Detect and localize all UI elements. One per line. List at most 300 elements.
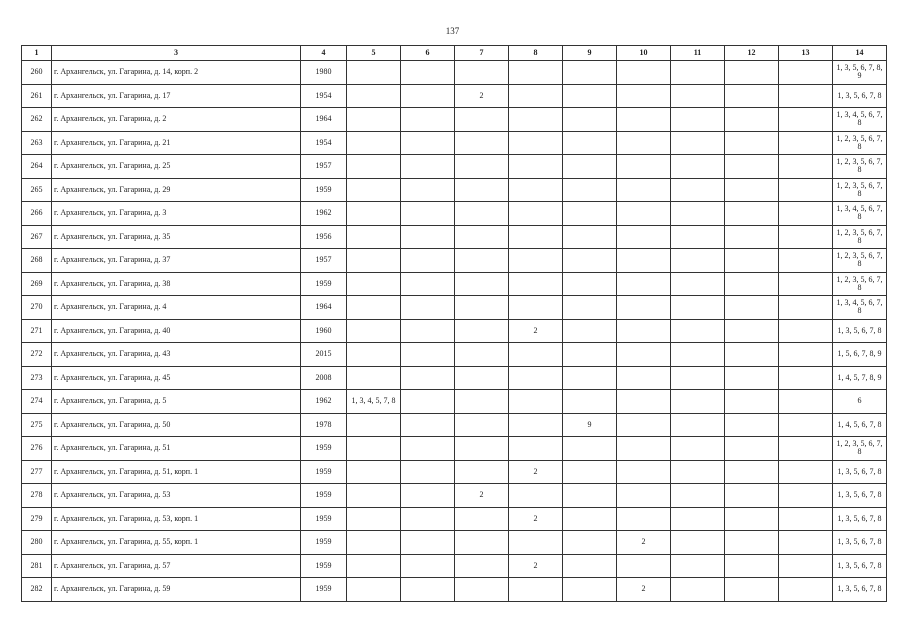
table-row: [22, 61, 887, 85]
table-cell: [779, 343, 833, 367]
address-cell: г. Архангельск, ул. Гагарина, д. 25: [52, 155, 301, 179]
table-cell: [455, 460, 509, 484]
table-cell: [347, 507, 401, 531]
address-cell: г. Архангельск, ул. Гагарина, д. 59: [52, 578, 301, 602]
table-cell: [617, 390, 671, 414]
row-number-cell: 275: [22, 413, 52, 437]
table-cell: [671, 531, 725, 555]
table-cell: [347, 108, 401, 132]
table-cell: [725, 84, 779, 108]
table-cell: [779, 249, 833, 273]
table-cell: [401, 272, 455, 296]
year-cell: 1954: [301, 84, 347, 108]
table-cell: [563, 554, 617, 578]
table-cell: [779, 460, 833, 484]
table-cell: [509, 131, 563, 155]
table-cell: 2: [455, 84, 509, 108]
row-number-cell: 261: [22, 84, 52, 108]
table-cell: [347, 131, 401, 155]
table-cell: [401, 155, 455, 179]
table-cell: [509, 437, 563, 461]
table-cell: [401, 437, 455, 461]
table-cell: 1, 3, 5, 6, 7, 8: [833, 507, 887, 531]
table-cell: [779, 272, 833, 296]
table-cell: [509, 296, 563, 320]
table-cell: [563, 343, 617, 367]
table-cell: [563, 61, 617, 85]
address-cell: г. Архангельск, ул. Гагарина, д. 5: [52, 390, 301, 414]
row-number-cell: 279: [22, 507, 52, 531]
address-cell: г. Архангельск, ул. Гагарина, д. 14, корп. 2: [52, 61, 301, 85]
address-cell: г. Архангельск, ул. Гагарина, д. 43: [52, 343, 301, 367]
table-cell: [617, 319, 671, 343]
table-cell: 1, 5, 6, 7, 8, 9: [833, 343, 887, 367]
table-cell: [671, 319, 725, 343]
table-cell: [671, 437, 725, 461]
year-cell: 1959: [301, 272, 347, 296]
table-cell: [347, 460, 401, 484]
table-cell: [617, 61, 671, 85]
year-cell: 1959: [301, 531, 347, 555]
table-row: [22, 366, 887, 390]
table-cell: [455, 343, 509, 367]
address-cell: г. Архангельск, ул. Гагарина, д. 21: [52, 131, 301, 155]
table-cell: [455, 272, 509, 296]
table-cell: [779, 61, 833, 85]
row-number-cell: 267: [22, 225, 52, 249]
table-cell: [779, 484, 833, 508]
row-number-cell: 274: [22, 390, 52, 414]
table-cell: [455, 366, 509, 390]
table-cell: [725, 484, 779, 508]
address-cell: г. Архангельск, ул. Гагарина, д. 35: [52, 225, 301, 249]
table-cell: [779, 319, 833, 343]
table-cell: [455, 131, 509, 155]
table-cell: [779, 578, 833, 602]
table-cell: [671, 272, 725, 296]
table-cell: [779, 554, 833, 578]
table-cell: 1, 3, 4, 5, 6, 7, 8: [833, 108, 887, 132]
row-number-cell: 263: [22, 131, 52, 155]
table-cell: 1, 4, 5, 6, 7, 8: [833, 413, 887, 437]
row-number-cell: 277: [22, 460, 52, 484]
table-cell: [617, 460, 671, 484]
table-row: [22, 460, 887, 484]
table-cell: [617, 413, 671, 437]
table-cell: [671, 296, 725, 320]
table-cell: [617, 366, 671, 390]
table-row: [22, 507, 887, 531]
address-cell: г. Архангельск, ул. Гагарина, д. 4: [52, 296, 301, 320]
row-number-cell: 270: [22, 296, 52, 320]
table-cell: [671, 578, 725, 602]
table-cell: [509, 178, 563, 202]
table-cell: [347, 84, 401, 108]
table-cell: [725, 413, 779, 437]
row-number-cell: 273: [22, 366, 52, 390]
table-cell: [347, 531, 401, 555]
table-cell: [455, 108, 509, 132]
table-cell: [563, 84, 617, 108]
table-cell: [779, 366, 833, 390]
table-cell: [401, 225, 455, 249]
column-header: 13: [779, 46, 833, 61]
year-cell: 1954: [301, 131, 347, 155]
table-cell: [725, 131, 779, 155]
table-cell: [725, 343, 779, 367]
table-cell: [617, 84, 671, 108]
table-cell: [779, 531, 833, 555]
table-cell: [563, 155, 617, 179]
table-cell: [347, 554, 401, 578]
table-cell: [401, 460, 455, 484]
table-cell: [563, 272, 617, 296]
address-cell: г. Архангельск, ул. Гагарина, д. 40: [52, 319, 301, 343]
table-cell: 1, 3, 5, 6, 7, 8, 9: [833, 61, 887, 85]
table-cell: [779, 225, 833, 249]
table-cell: 1, 2, 3, 5, 6, 7, 8: [833, 272, 887, 296]
table-cell: [455, 413, 509, 437]
table-cell: [401, 390, 455, 414]
table-cell: [347, 319, 401, 343]
column-header: 8: [509, 46, 563, 61]
table-cell: [617, 108, 671, 132]
table-cell: [671, 460, 725, 484]
table-cell: [563, 390, 617, 414]
table-cell: [725, 319, 779, 343]
table-cell: [725, 178, 779, 202]
row-number-cell: 271: [22, 319, 52, 343]
table-cell: [725, 108, 779, 132]
column-header: 3: [52, 46, 301, 61]
table-cell: [779, 202, 833, 226]
table-row: [22, 390, 887, 414]
column-header: 9: [563, 46, 617, 61]
table-cell: [347, 225, 401, 249]
table-cell: [671, 178, 725, 202]
table-cell: 1, 3, 5, 6, 7, 8: [833, 460, 887, 484]
table-cell: [509, 272, 563, 296]
table-row: [22, 484, 887, 508]
table-cell: [671, 366, 725, 390]
address-cell: г. Архангельск, ул. Гагарина, д. 2: [52, 108, 301, 132]
table-cell: [563, 202, 617, 226]
table-cell: 1, 3, 5, 6, 7, 8: [833, 578, 887, 602]
table-cell: [563, 437, 617, 461]
address-cell: г. Архангельск, ул. Гагарина, д. 55, корп. 1: [52, 531, 301, 555]
table-cell: [725, 61, 779, 85]
table-cell: [509, 225, 563, 249]
table-row: [22, 202, 887, 226]
address-cell: г. Архангельск, ул. Гагарина, д. 29: [52, 178, 301, 202]
table-cell: [509, 390, 563, 414]
column-header: 12: [725, 46, 779, 61]
table-cell: [455, 249, 509, 273]
table-cell: [347, 343, 401, 367]
table-cell: [617, 507, 671, 531]
table-cell: [779, 437, 833, 461]
year-cell: 1964: [301, 296, 347, 320]
table-cell: [671, 131, 725, 155]
table-cell: [455, 531, 509, 555]
table-cell: [509, 531, 563, 555]
column-header: 10: [617, 46, 671, 61]
table-cell: 9: [563, 413, 617, 437]
table-cell: [455, 61, 509, 85]
table-cell: 1, 3, 4, 5, 6, 7, 8: [833, 202, 887, 226]
table-row: [22, 296, 887, 320]
table-cell: [725, 554, 779, 578]
table-cell: [671, 343, 725, 367]
address-cell: г. Архангельск, ул. Гагарина, д. 51: [52, 437, 301, 461]
year-cell: 1964: [301, 108, 347, 132]
table-cell: [401, 178, 455, 202]
table-cell: [671, 554, 725, 578]
table-cell: 2: [509, 460, 563, 484]
year-cell: 1957: [301, 155, 347, 179]
row-number-cell: 281: [22, 554, 52, 578]
table-cell: [563, 178, 617, 202]
year-cell: 1959: [301, 578, 347, 602]
table-cell: [401, 202, 455, 226]
table-cell: [509, 366, 563, 390]
table-cell: [617, 249, 671, 273]
table-cell: [509, 61, 563, 85]
table-cell: [617, 225, 671, 249]
table-cell: [779, 178, 833, 202]
table-cell: [671, 202, 725, 226]
address-cell: г. Архангельск, ул. Гагарина, д. 38: [52, 272, 301, 296]
table-cell: [617, 272, 671, 296]
table-cell: [725, 366, 779, 390]
table-cell: [347, 178, 401, 202]
year-cell: 1959: [301, 507, 347, 531]
table-cell: [509, 343, 563, 367]
address-cell: г. Архангельск, ул. Гагарина, д. 57: [52, 554, 301, 578]
year-cell: 1962: [301, 390, 347, 414]
table-cell: [617, 178, 671, 202]
table-cell: [347, 61, 401, 85]
table-cell: [671, 390, 725, 414]
table-row: [22, 437, 887, 461]
table-cell: [455, 507, 509, 531]
table-cell: [671, 249, 725, 273]
table-cell: 1, 2, 3, 5, 6, 7, 8: [833, 437, 887, 461]
table-cell: [725, 460, 779, 484]
table-cell: [509, 202, 563, 226]
table-cell: [455, 225, 509, 249]
address-cell: г. Архангельск, ул. Гагарина, д. 3: [52, 202, 301, 226]
table-cell: [509, 108, 563, 132]
table-cell: [509, 578, 563, 602]
table-cell: [509, 413, 563, 437]
table-cell: [725, 249, 779, 273]
table-cell: [563, 578, 617, 602]
column-header: 1: [22, 46, 52, 61]
table-cell: 1, 3, 5, 6, 7, 8: [833, 84, 887, 108]
table-cell: [779, 108, 833, 132]
table-cell: [617, 296, 671, 320]
table-cell: [725, 437, 779, 461]
row-number-cell: 276: [22, 437, 52, 461]
address-cell: г. Архангельск, ул. Гагарина, д. 17: [52, 84, 301, 108]
address-cell: г. Архангельск, ул. Гагарина, д. 50: [52, 413, 301, 437]
table-cell: 2: [509, 319, 563, 343]
row-number-cell: 262: [22, 108, 52, 132]
column-header: 4: [301, 46, 347, 61]
table-row: [22, 249, 887, 273]
year-cell: 1960: [301, 319, 347, 343]
table-cell: [779, 296, 833, 320]
table-cell: [509, 484, 563, 508]
year-cell: 1959: [301, 554, 347, 578]
row-number-cell: 280: [22, 531, 52, 555]
table-cell: [455, 155, 509, 179]
table-row: [22, 155, 887, 179]
table-cell: [563, 484, 617, 508]
table-cell: [617, 202, 671, 226]
table-cell: [401, 84, 455, 108]
row-number-cell: 282: [22, 578, 52, 602]
table-cell: [401, 484, 455, 508]
table-row: [22, 272, 887, 296]
table-cell: 1, 2, 3, 5, 6, 7, 8: [833, 155, 887, 179]
column-header: 5: [347, 46, 401, 61]
table-cell: [617, 484, 671, 508]
table-cell: [671, 84, 725, 108]
table-cell: [563, 131, 617, 155]
table-cell: [401, 507, 455, 531]
table-cell: [347, 484, 401, 508]
table-cell: [563, 366, 617, 390]
address-cell: г. Архангельск, ул. Гагарина, д. 45: [52, 366, 301, 390]
table-cell: [347, 202, 401, 226]
table-cell: [455, 296, 509, 320]
table-cell: [509, 84, 563, 108]
table-cell: [401, 578, 455, 602]
column-header: 11: [671, 46, 725, 61]
table-cell: [563, 296, 617, 320]
year-cell: 1956: [301, 225, 347, 249]
table-cell: 1, 3, 5, 6, 7, 8: [833, 484, 887, 508]
table-cell: [779, 155, 833, 179]
row-number-cell: 268: [22, 249, 52, 273]
table-cell: [401, 554, 455, 578]
table-cell: [779, 413, 833, 437]
header-row: [22, 46, 887, 61]
table-cell: 2: [509, 554, 563, 578]
table-cell: [671, 61, 725, 85]
table-cell: 1, 2, 3, 5, 6, 7, 8: [833, 178, 887, 202]
table-cell: [509, 249, 563, 273]
column-header: 14: [833, 46, 887, 61]
year-cell: 1957: [301, 249, 347, 273]
table-cell: [455, 578, 509, 602]
table-cell: [671, 484, 725, 508]
table-cell: [725, 225, 779, 249]
table-cell: [779, 131, 833, 155]
address-cell: г. Архангельск, ул. Гагарина, д. 53, корп. 1: [52, 507, 301, 531]
table-cell: [725, 202, 779, 226]
table-cell: [347, 366, 401, 390]
table-cell: [455, 554, 509, 578]
table-row: [22, 84, 887, 108]
year-cell: 1978: [301, 413, 347, 437]
row-number-cell: 260: [22, 61, 52, 85]
table-cell: [725, 296, 779, 320]
table-cell: [563, 507, 617, 531]
table-cell: [563, 460, 617, 484]
table-cell: [617, 343, 671, 367]
table-cell: [347, 249, 401, 273]
table-cell: [617, 554, 671, 578]
table-cell: 1, 3, 5, 6, 7, 8: [833, 531, 887, 555]
table-cell: [347, 437, 401, 461]
table-cell: 1, 3, 5, 6, 7, 8: [833, 319, 887, 343]
table-cell: 1, 2, 3, 5, 6, 7, 8: [833, 131, 887, 155]
table-cell: [401, 249, 455, 273]
table-cell: [401, 319, 455, 343]
table-cell: [725, 390, 779, 414]
table-cell: [671, 507, 725, 531]
table-row: [22, 178, 887, 202]
table-row: [22, 413, 887, 437]
table-row: [22, 554, 887, 578]
table-cell: [779, 84, 833, 108]
table-cell: [617, 437, 671, 461]
table-cell: [401, 61, 455, 85]
year-cell: 1980: [301, 61, 347, 85]
year-cell: 1959: [301, 437, 347, 461]
table-row: [22, 578, 887, 602]
table-cell: 2: [617, 531, 671, 555]
address-cell: г. Архангельск, ул. Гагарина, д. 37: [52, 249, 301, 273]
table-cell: 1, 4, 5, 7, 8, 9: [833, 366, 887, 390]
table-cell: [563, 108, 617, 132]
year-cell: 1959: [301, 460, 347, 484]
table-cell: [347, 296, 401, 320]
table-cell: [779, 390, 833, 414]
table-cell: [725, 507, 779, 531]
table-cell: [455, 319, 509, 343]
table-cell: 2: [509, 507, 563, 531]
row-number-cell: 264: [22, 155, 52, 179]
table-cell: [617, 131, 671, 155]
table-cell: [563, 531, 617, 555]
table-cell: [725, 531, 779, 555]
year-cell: 2015: [301, 343, 347, 367]
year-cell: 1959: [301, 484, 347, 508]
table-cell: [725, 578, 779, 602]
table-cell: [347, 272, 401, 296]
table-cell: 1, 3, 4, 5, 6, 7, 8: [833, 296, 887, 320]
column-header: 6: [401, 46, 455, 61]
table-cell: [401, 296, 455, 320]
table-cell: [725, 272, 779, 296]
year-cell: 1959: [301, 178, 347, 202]
row-number-cell: 266: [22, 202, 52, 226]
table-cell: [509, 155, 563, 179]
housing-register-table: [21, 45, 887, 602]
table-cell: [401, 413, 455, 437]
table-cell: [347, 578, 401, 602]
column-header: 7: [455, 46, 509, 61]
table-cell: 6: [833, 390, 887, 414]
table-cell: [401, 366, 455, 390]
year-cell: 2008: [301, 366, 347, 390]
table-cell: [455, 178, 509, 202]
table-cell: [671, 108, 725, 132]
